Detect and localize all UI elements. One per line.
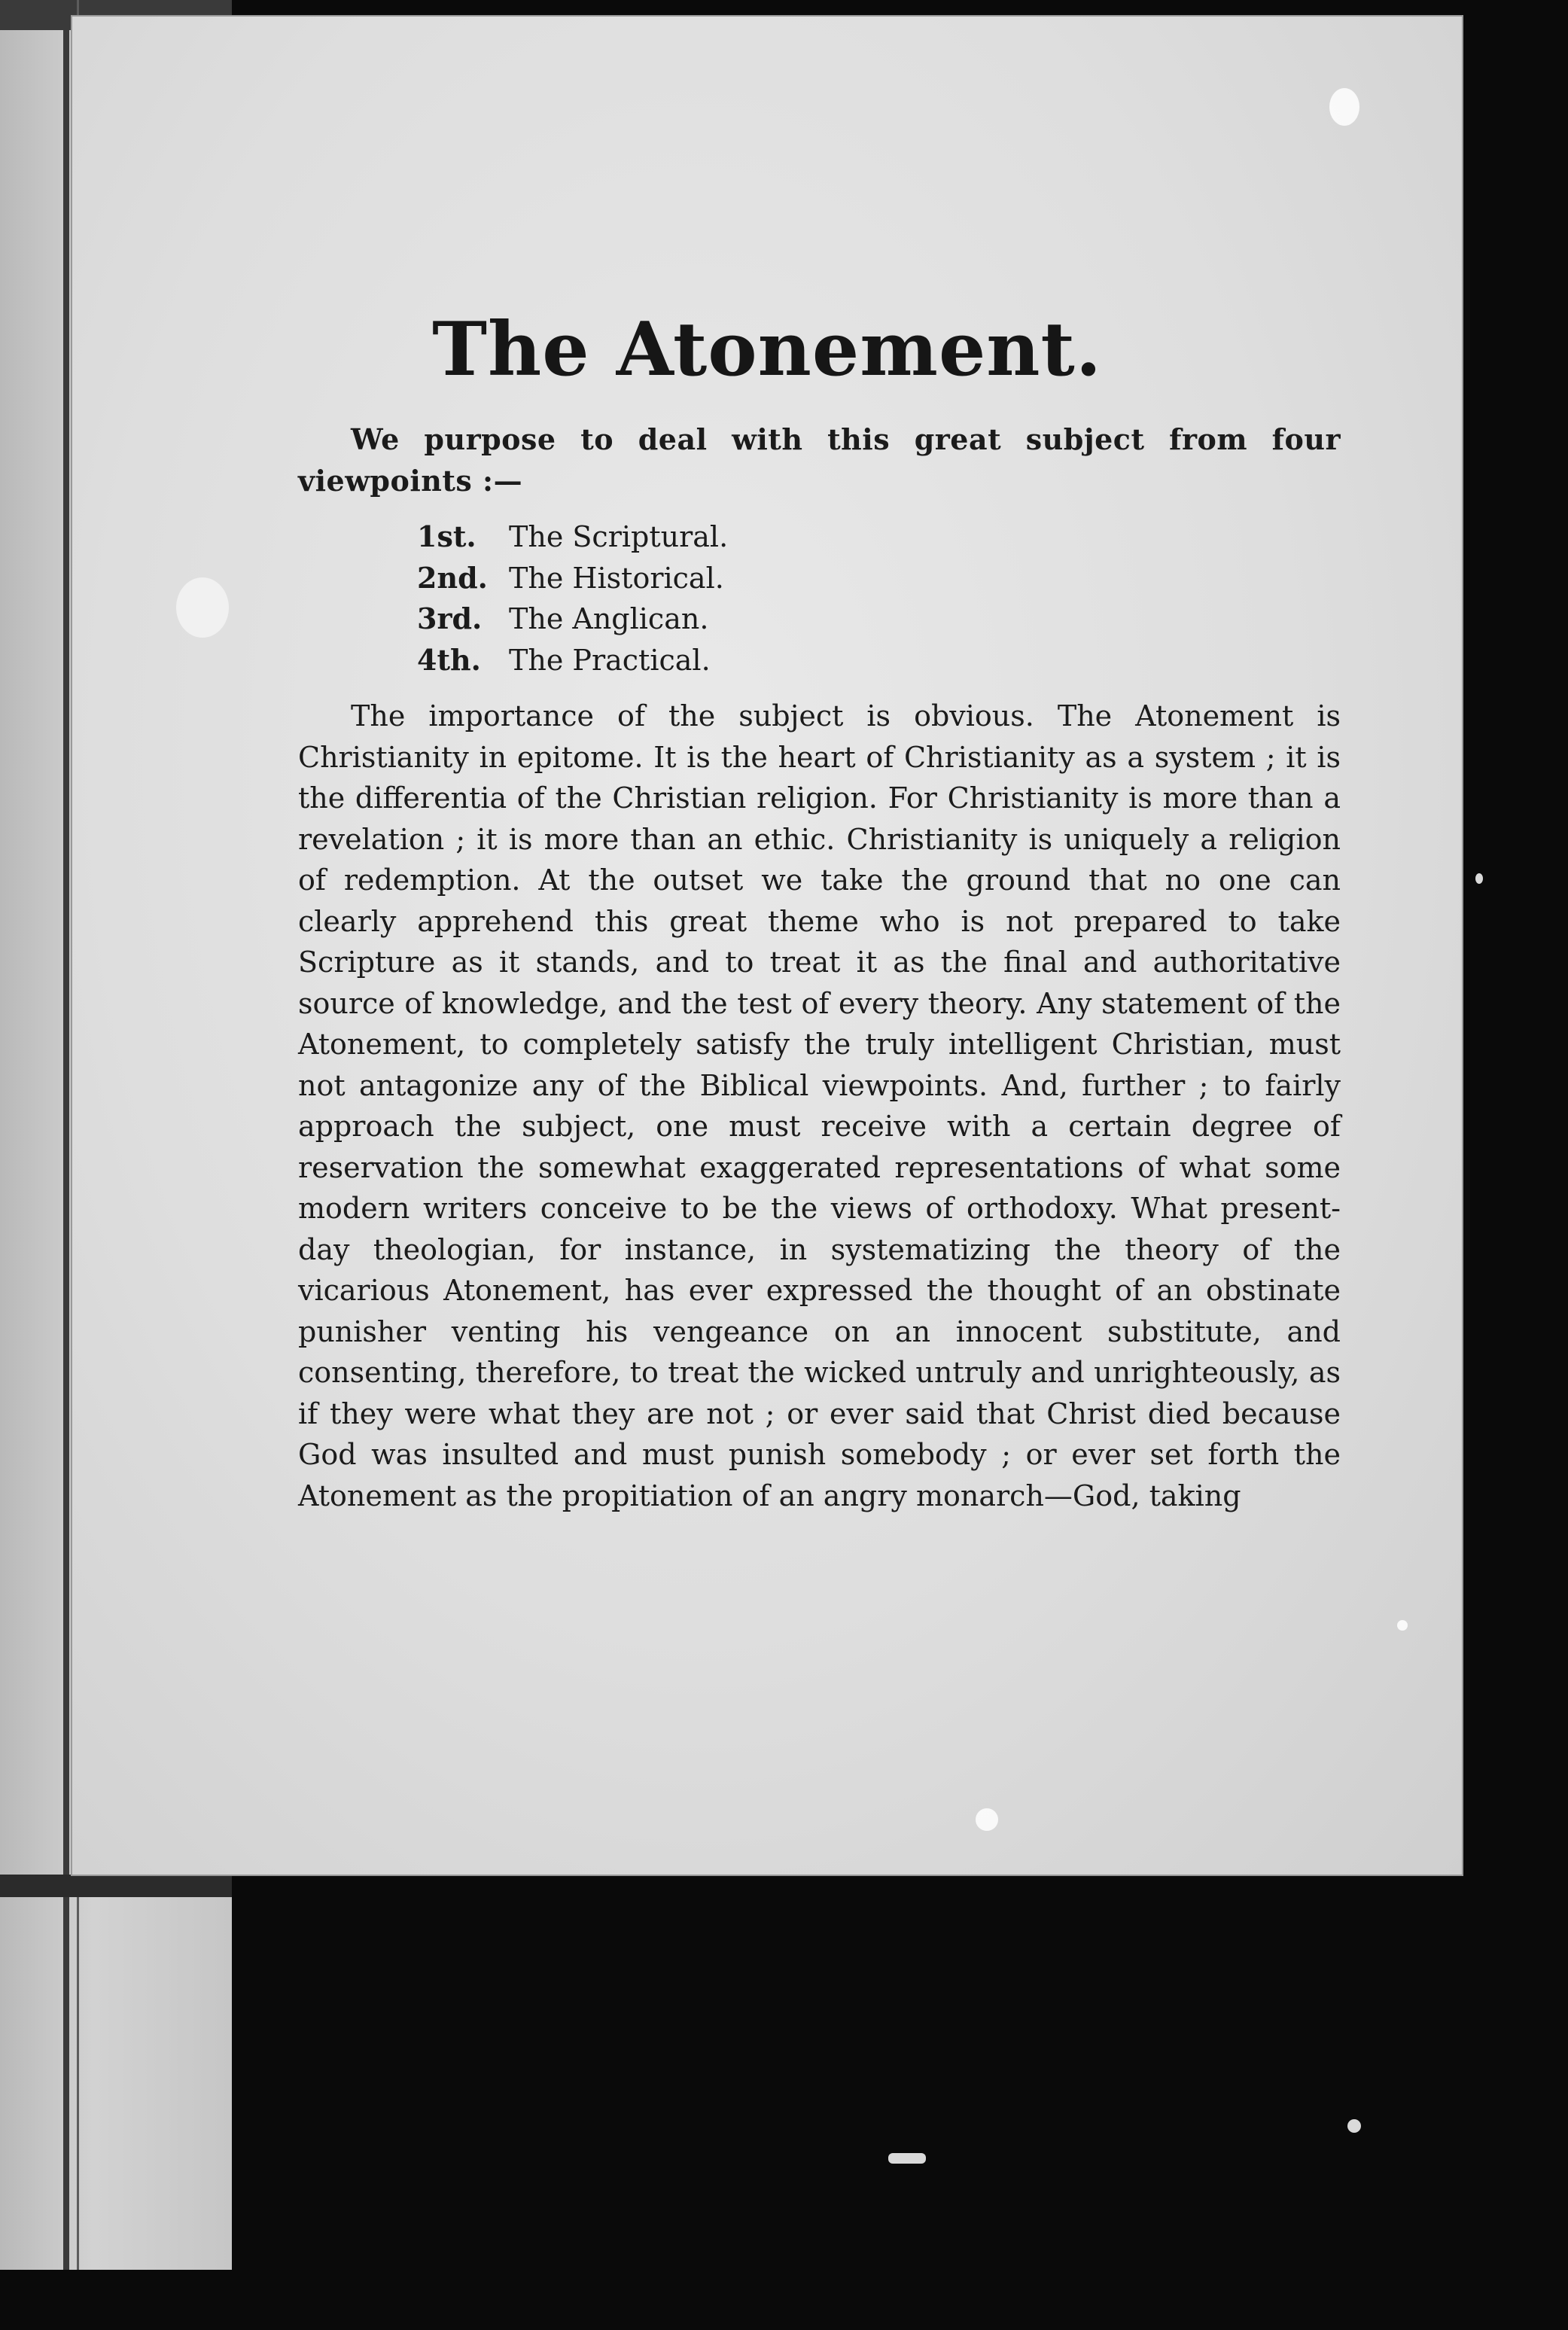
scan-speck	[976, 1808, 998, 1831]
document-body	[298, 419, 1341, 1516]
scan-speck	[888, 2153, 926, 2164]
binding-line	[63, 0, 69, 2270]
viewpoint-list	[298, 516, 1341, 681]
lower-shadow-band	[0, 1875, 232, 1897]
scan-speck	[1397, 1620, 1408, 1631]
list-item	[417, 598, 1341, 640]
viewpoint-ordinal: 2nd.	[417, 560, 488, 595]
scan-speck	[1475, 873, 1483, 884]
list-item	[417, 516, 1341, 558]
viewpoint-label: The Anglican.	[509, 602, 709, 635]
viewpoint-label: The Scriptural.	[509, 520, 729, 553]
document-page	[72, 17, 1462, 1875]
scan-speck	[176, 577, 229, 638]
viewpoint-label: The Practical.	[509, 643, 711, 677]
intro-paragraph: We purpose to deal with this great subject from four viewpoints :—	[298, 422, 1341, 498]
viewpoint-ordinal: 4th.	[417, 642, 481, 677]
list-item	[417, 558, 1341, 599]
scan-speck	[1347, 2119, 1361, 2133]
viewpoint-ordinal: 3rd.	[417, 602, 483, 635]
list-item	[417, 640, 1341, 681]
viewpoint-label: The Historical.	[509, 561, 724, 595]
body-paragraph: The importance of the subject is obvious. The Atonement is Christianity in epitome. It is the heart of Christianity as a system ; it is the differentia of the Christian religion. For Christianity is more than a revelation ; it is more than an ethic. Christianity is uniquely a religion of redemption. At the outset we take the ground that no one can clearly apprehend this great theme who is not prepared to take Scripture as it stands, and to treat it as the final and authoritative source of knowledge, and the test of every theory. Any statement of the Atonement, to completely satisfy the truly intelligent Christian, must not antagonize any of the Biblical viewpoints. And, further ; to fairly approach the subject, one must receive with a certain degree of reservation the somewhat exaggerated representations of what some modern writers conceive to be the views of orthodoxy. What present-day theologian, for instance, in systematizing the theory of the vicarious Atonement, has ever expressed the thought of an obstinate punisher venting his vengeance on an innocent substitute, and consenting, therefore, to treat the wicked untruly and unrighteously, as if they were what they are not ; or ever said that Christ died because God was insulted and must punish somebody ; or ever set forth the Atonement as the propitiation of an angry monarch—God, taking	[298, 699, 1341, 1512]
page-title: The Atonement.	[432, 306, 1102, 393]
viewpoint-ordinal: 1st.	[417, 519, 476, 553]
scan-speck	[1329, 88, 1359, 126]
